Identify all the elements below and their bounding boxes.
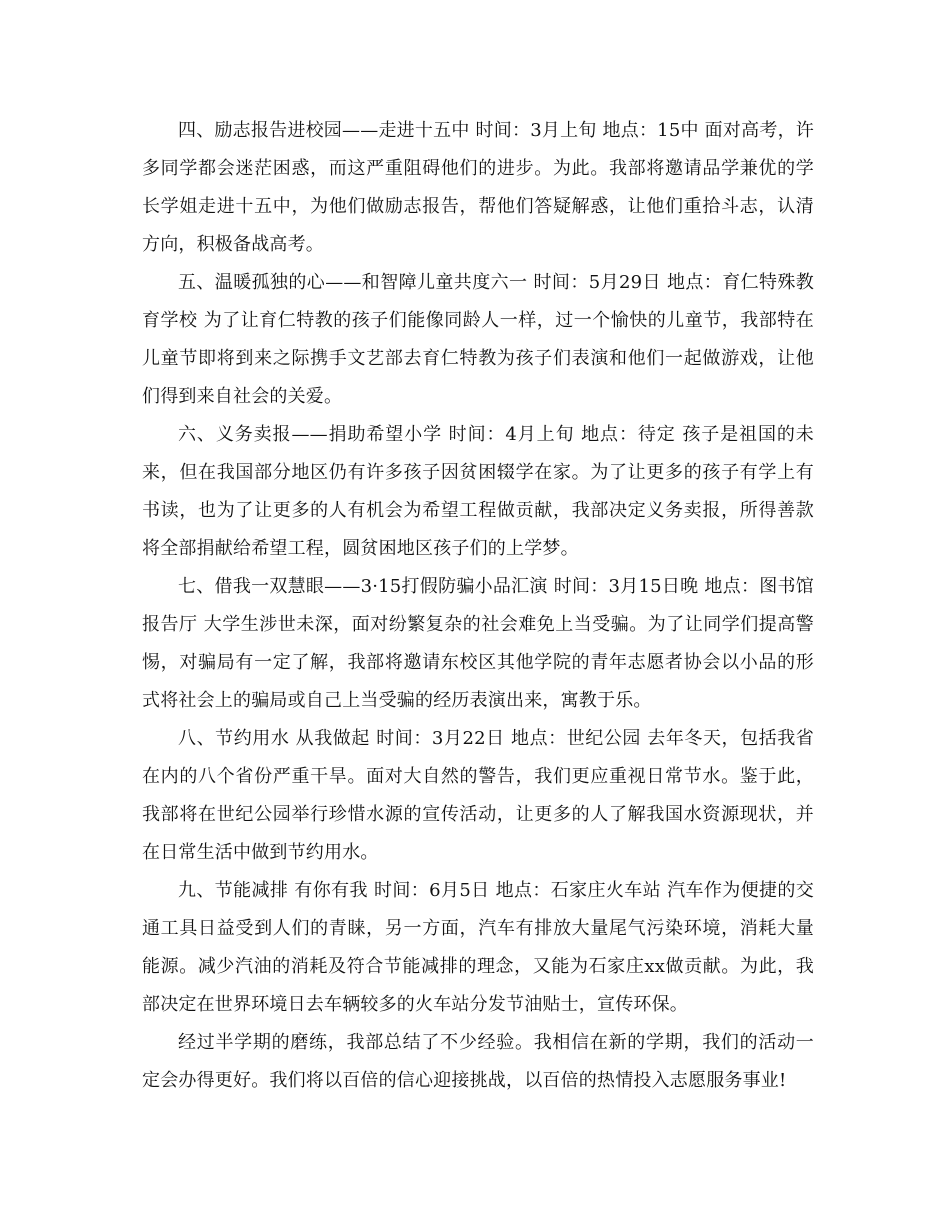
paragraph-activity-5: 五、温暖孤独的心——和智障儿童共度六一 时间：5月29日 地点：育仁特殊教育学校 为了让育仁特教的孩子们能像同龄人一样，过一个愉快的儿童节，我部特在儿童节即将到来之际携手文艺部去育仁特教为孩子们表演和他们一起做游戏，让他们得到来自社会的关爱。: [142, 272, 814, 407]
paragraph-activity-9: 九、节能减排 有你有我 时间：6月5日 地点：石家庄火车站 汽车作为便捷的交通工具日益受到人们的青睐，另一方面，汽车有排放大量尾气污染环境，消耗大量能源。减少汽油的消耗及符合节能减排的理念，又能为石家庄xx做贡献。为此，我部决定在世界环境日去车辆较多的火车站分发节油贴士，宣传环保。: [142, 880, 814, 1015]
paragraph-activity-4: 四、励志报告进校园——走进十五中 时间：3月上旬 地点：15中 面对高考，许多同学都会迷茫困惑，而这严重阻碍他们的进步。为此。我部将邀请品学兼优的学长学姐走进十五中，为他们做励志报告，帮他们答疑解惑，让他们重拾斗志，认清方向，积极备战高考。: [142, 120, 814, 255]
paragraph-activity-7: 七、借我一双慧眼——3·15打假防骗小品汇演 时间：3月15日晚 地点：图书馆报告厅 大学生涉世未深，面对纷繁复杂的社会难免上当受骗。为了让同学们提高警惕，对骗局有一定了解，我部将邀请东校区其他学院的青年志愿者协会以小品的形式将社会上的骗局或自己上当受骗的经历表演出来，寓教于乐。: [142, 576, 814, 711]
paragraph-activity-8: 八、节约用水 从我做起 时间：3月22日 地点：世纪公园 去年冬天，包括我省在内的八个省份严重干旱。面对大自然的警告，我们更应重视日常节水。鉴于此，我部将在世纪公园举行珍惜水源的宣传活动，让更多的人了解我国水资源现状，并在日常生活中做到节约用水。: [142, 728, 814, 863]
document-body: [142, 112, 814, 1100]
paragraph-conclusion: 经过半学期的磨练，我部总结了不少经验。我相信在新的学期，我们的活动一定会办得更好。我们将以百倍的信心迎接挑战，以百倍的热情投入志愿服务事业!: [142, 1032, 814, 1091]
paragraph-activity-6: 六、义务卖报——捐助希望小学 时间：4月上旬 地点：待定 孩子是祖国的未来，但在我国部分地区仍有许多孩子因贫困辍学在家。为了让更多的孩子有学上有书读，也为了让更多的人有机会为希望工程做贡献，我部决定义务卖报，所得善款将全部捐献给希望工程，圆贫困地区孩子们的上学梦。: [142, 424, 814, 559]
